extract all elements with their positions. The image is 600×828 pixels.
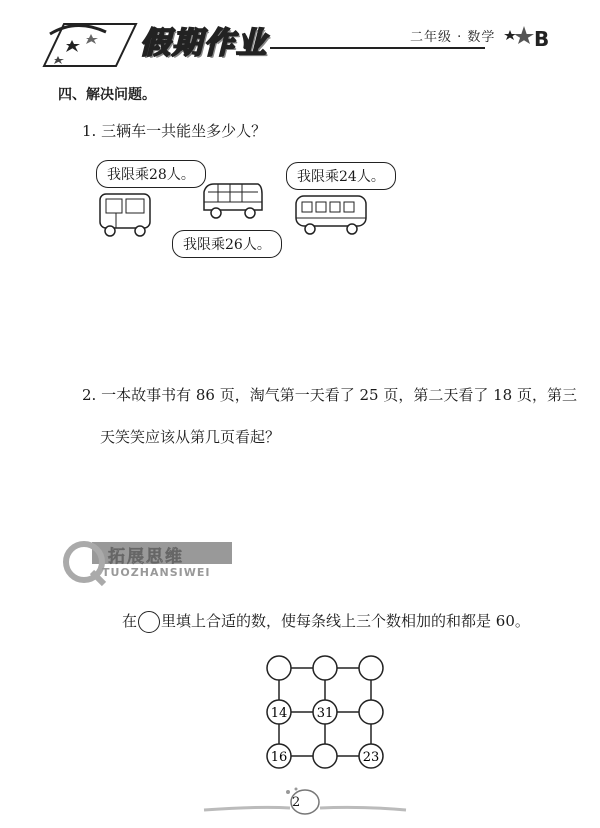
instruction-suffix: 里填上合适的数，使每条线上三个数相加的和都是 60。 [161, 612, 530, 630]
question-1-text: 1. 三辆车一共能坐多少人？ [82, 122, 267, 140]
circle-placeholder-icon [138, 611, 160, 633]
grade-badge-icon [500, 18, 560, 52]
bus-3-icon [292, 192, 370, 238]
instruction-prefix: 在 [122, 612, 138, 630]
fill-instruction [122, 610, 530, 633]
cell-r1c2 [359, 700, 383, 724]
number-grid [260, 652, 390, 772]
cell-r0c1 [313, 656, 337, 680]
extension-subtitle: TUOZHANSIWEI [102, 566, 211, 579]
cell-r0c0 [267, 656, 291, 680]
cell-r0c2 [359, 656, 383, 680]
cell-r1c0 [267, 700, 291, 724]
cell-r2c0 [267, 744, 291, 768]
cell-r1c0-value: 14 [270, 706, 288, 721]
cell-r1c1-value: 31 [316, 706, 334, 721]
section-title: 四、解决问题。 [58, 87, 156, 103]
header-rule [270, 47, 485, 49]
question-2-line-1: 2. 一本故事书有 86 页，淘气第一天看了 25 页，第二天看了 18 页，第三 [82, 386, 577, 404]
extension-title: 拓展思维 [108, 547, 184, 567]
speech-bubble-bus-1: 我限乘28人。 [96, 160, 206, 188]
header-title: 假期作业 [140, 26, 268, 61]
bus-1-icon [96, 190, 156, 238]
speech-bubble-bus-3: 我限乘24人。 [286, 162, 396, 190]
footer-ornament-icon [200, 786, 410, 822]
question-2-line-2: 天笑笑应该从第几页看起？ [100, 428, 281, 446]
cell-r2c1 [313, 744, 337, 768]
star-logo-icon [36, 14, 146, 74]
cell-r2c0-value: 16 [270, 750, 288, 765]
cell-r1c1 [313, 700, 337, 724]
bus-2-icon [200, 180, 266, 222]
page-number: 2 [292, 795, 301, 810]
speech-bubble-bus-2: 我限乘26人。 [172, 230, 282, 258]
cell-r2c2 [359, 744, 383, 768]
cell-r2c2-value: 23 [362, 750, 380, 765]
badge-letter: B [534, 27, 550, 51]
grade-label: 二年级 · 数学 [410, 30, 496, 45]
